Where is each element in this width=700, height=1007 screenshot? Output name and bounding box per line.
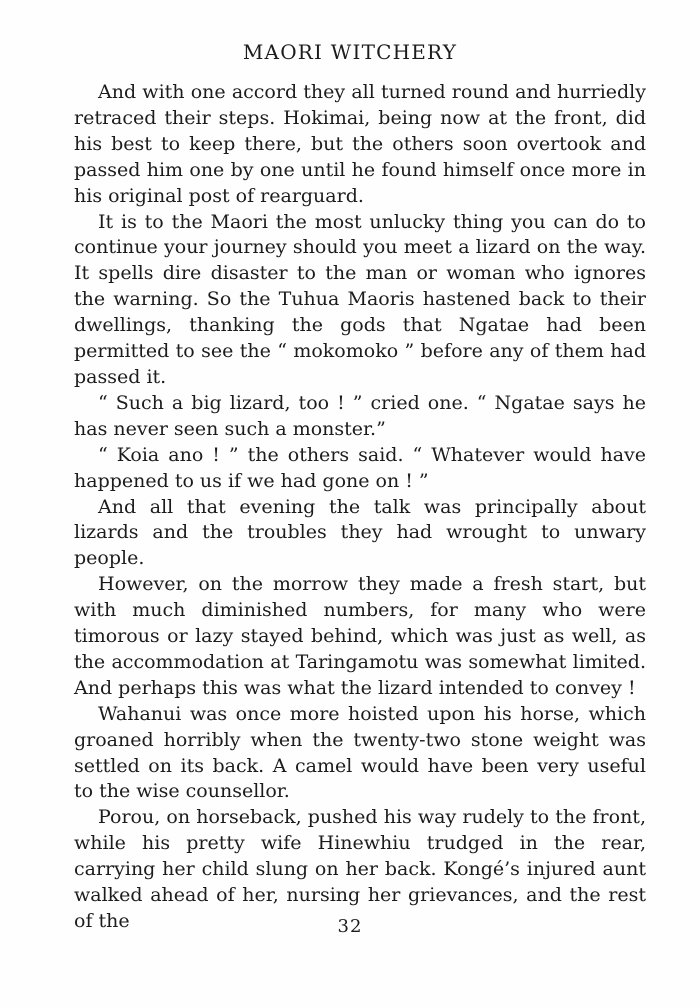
paragraph: And all that evening the talk was principally about lizards and the troubles they had wrought to unwary people. [74, 495, 646, 570]
paragraph: And with one accord they all turned round and hurriedly retraced their steps. Hokimai, being now at the front, did his best to keep there, but the others soon overtook and passed him one by one until he found himself once more in his original post of rearguard. [74, 81, 646, 207]
paragraph: Porou, on horseback, pushed his way rudely to the front, while his pretty wife Hinewhiu trudged in the rear, carrying her child slung on her back. Kongé’s injured aunt walked ahead of her, nursing her grievances, and the rest of the [74, 806, 646, 932]
paragraph: “ Koia ano ! ” the others said. “ Whatever would have happened to us if we had gone on ! ” [74, 443, 646, 492]
paragraph: It is to the Maori the most unlucky thing you can do to continue your journey should you meet a lizard on the way. It spells dire disaster to the man or woman who ignores the warning. So the Tuhua Maoris hastened back to their dwellings, thanking the gods that Ngatae had been permitted to see the “ mokomoko ” before any of them had passed it. [74, 210, 646, 388]
paragraph: “ Such a big lizard, too ! ” cried one. “ Ngatae says he has never seen such a monster.” [74, 391, 646, 440]
running-head: MAORI WITCHERY [242, 40, 458, 64]
paragraph: Wahanui was once more hoisted upon his horse, which groaned horribly when the twenty-two stone weight was settled on its back. A camel would have been very useful to the wise counsellor. [74, 702, 646, 803]
page-number: 32 [337, 916, 363, 937]
paragraph: However, on the morrow they made a fresh start, but with much diminished numbers, for many who were timorous or lazy stayed behind, which was just as well, as the accommodation at Taringamotu was somewhat limited. And perhaps this was what the lizard intended to convey ! [74, 573, 646, 699]
body-text [74, 80, 646, 935]
